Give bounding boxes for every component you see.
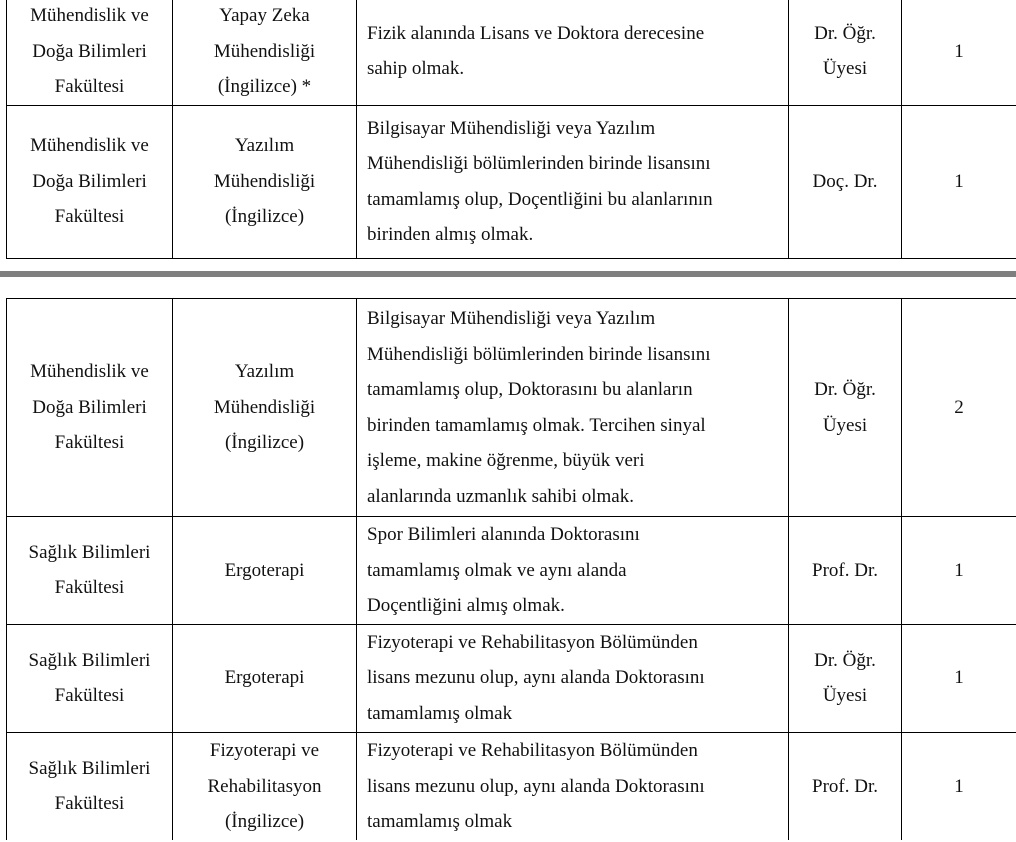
- requirement-cell: Fizyoterapi ve Rehabilitasyon Bölümünden lisans mezunu olup, aynı alanda Doktorasını tamamlamış olmak: [357, 624, 789, 732]
- requirement-cell: Bilgisayar Mühendisliği veya Yazılım Mühendisliği bölümlerinden birinde lisansını tamamlamış olup, Doçentliğini bu alanlarının birinden almış olmak.: [357, 105, 789, 258]
- program-cell: Yazılım Mühendisliği (İngilizce): [173, 299, 357, 517]
- title-cell: Prof. Dr.: [789, 732, 902, 840]
- table-row: [7, 732, 1016, 840]
- count-cell: 1: [902, 517, 1016, 625]
- count-cell: 1: [902, 105, 1016, 258]
- table-row: [7, 624, 1016, 732]
- position-table-top: [6, 0, 1016, 259]
- faculty-cell: Sağlık Bilimleri Fakültesi: [7, 624, 173, 732]
- position-table-bottom: [6, 298, 1016, 840]
- program-cell: Ergoterapi: [173, 624, 357, 732]
- faculty-cell: Sağlık Bilimleri Fakültesi: [7, 732, 173, 840]
- program-cell: Yazılım Mühendisliği (İngilizce): [173, 105, 357, 258]
- table-row: [7, 0, 1016, 105]
- requirement-cell: Fizik alanında Lisans ve Doktora derecesine sahip olmak.: [357, 0, 789, 105]
- page-break-divider: [0, 271, 1016, 277]
- requirement-cell: Fizyoterapi ve Rehabilitasyon Bölümünden lisans mezunu olup, aynı alanda Doktorasını tamamlamış olmak: [357, 732, 789, 840]
- requirement-cell: Bilgisayar Mühendisliği veya Yazılım Mühendisliği bölümlerinden birinde lisansını tamamlamış olup, Doktorasını bu alanların birinden tamamlamış olmak. Tercihen sinyal işleme, makine öğrenme, büyük veri alanlarında uzmanlık sahibi olmak.: [357, 299, 789, 517]
- faculty-cell: Mühendislik ve Doğa Bilimleri Fakültesi: [7, 105, 173, 258]
- title-cell: Dr. Öğr. Üyesi: [789, 624, 902, 732]
- program-cell: Ergoterapi: [173, 517, 357, 625]
- title-cell: Prof. Dr.: [789, 517, 902, 625]
- faculty-cell: Mühendislik ve Doğa Bilimleri Fakültesi: [7, 0, 173, 105]
- table-row: [7, 105, 1016, 258]
- title-cell: Doç. Dr.: [789, 105, 902, 258]
- count-cell: 1: [902, 624, 1016, 732]
- program-cell: Yapay Zeka Mühendisliği (İngilizce) *: [173, 0, 357, 105]
- count-cell: 1: [902, 0, 1016, 105]
- table-row: [7, 517, 1016, 625]
- table-row: [7, 299, 1016, 517]
- faculty-cell: Sağlık Bilimleri Fakültesi: [7, 517, 173, 625]
- count-cell: 2: [902, 299, 1016, 517]
- program-cell: Fizyoterapi ve Rehabilitasyon (İngilizce): [173, 732, 357, 840]
- title-cell: Dr. Öğr. Üyesi: [789, 0, 902, 105]
- count-cell: 1: [902, 732, 1016, 840]
- title-cell: Dr. Öğr. Üyesi: [789, 299, 902, 517]
- faculty-cell: Mühendislik ve Doğa Bilimleri Fakültesi: [7, 299, 173, 517]
- requirement-cell: Spor Bilimleri alanında Doktorasını tamamlamış olmak ve aynı alanda Doçentliğini almış olmak.: [357, 517, 789, 625]
